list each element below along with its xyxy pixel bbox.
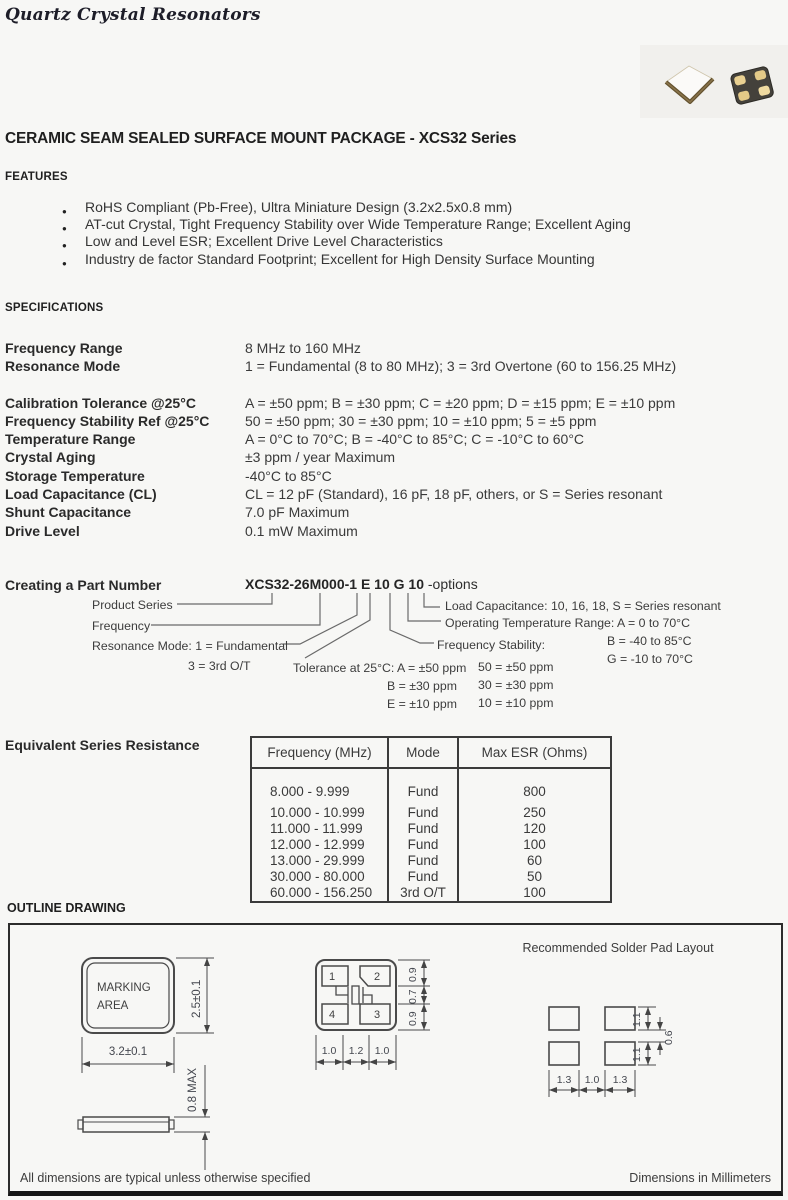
esr-cell: Fund	[388, 768, 458, 805]
esr-col-frequency: Frequency (MHz)	[251, 737, 388, 768]
esr-cell: 10.000 - 10.999	[251, 805, 388, 821]
esr-cell: Fund	[388, 869, 458, 885]
spec-value: 50 = ±50 ppm; 30 = ±30 ppm; 10 = ±10 ppm; 5 = ±5 ppm	[245, 412, 597, 429]
esr-cell: 60	[526, 853, 543, 868]
esr-table	[250, 736, 612, 903]
spec-value: 8 MHz to 160 MHz	[245, 340, 361, 356]
callout-frequency: Frequency	[92, 619, 151, 633]
marking-area-label-1: MARKING	[97, 982, 151, 994]
pad-3-label: 3	[373, 1009, 381, 1021]
pad-2-label: 2	[373, 971, 381, 983]
table-row	[251, 853, 611, 869]
spec-row	[5, 394, 676, 412]
callout-resonance-mode-2: 3 = 3rd O/T	[188, 659, 251, 673]
package-top-view	[82, 958, 174, 1033]
esr-cell: Fund	[388, 821, 458, 837]
feature-item	[60, 216, 631, 233]
spec-value: ±3 ppm / year Maximum	[245, 449, 396, 466]
feature-text: RoHS Compliant (Pb-Free), Ultra Miniature Design (3.2x2.5x0.8 mm)	[85, 199, 513, 215]
callout-tolerance: Tolerance at 25°C: A = ±50 ppm	[293, 661, 467, 675]
spec-label: Storage Temperature	[5, 467, 145, 484]
dim-width: 3.2±0.1	[108, 1046, 148, 1058]
dim-pad-bottom-3: 1.0	[374, 1045, 390, 1057]
spec-label: Calibration Tolerance @25°C	[5, 394, 196, 411]
esr-cell: 60.000 - 156.250	[251, 885, 388, 902]
callout-operating-temp-g: G = -10 to 70°C	[607, 652, 693, 666]
dim-solder-bottom-2: 1.0	[584, 1074, 600, 1086]
spec-row	[5, 430, 676, 448]
table-row	[251, 869, 611, 885]
feature-item	[60, 251, 631, 268]
dim-solder-right-2: 0.6	[663, 1030, 675, 1045]
esr-cell: 120	[523, 821, 546, 836]
esr-cell: 50	[526, 869, 543, 884]
esr-cell: 250	[523, 805, 546, 820]
solder-pad-title: Recommended Solder Pad Layout	[522, 941, 714, 955]
bullet-icon: ●	[62, 224, 67, 234]
spec-value: A = ±50 ppm; B = ±30 ppm; C = ±20 ppm; D = ±15 ppm; E = ±10 ppm	[245, 394, 676, 411]
specifications-table	[5, 339, 676, 540]
callout-load-capacitance: Load Capacitance: 10, 16, 18, S = Series resonant	[445, 599, 721, 613]
esr-col-maxesr: Max ESR (Ohms)	[458, 737, 611, 768]
dim-solder-bottom-1: 1.3	[556, 1074, 572, 1086]
feature-text: Low and Level ESR; Excellent Drive Level Characteristics	[85, 233, 443, 250]
outline-heading: OUTLINE DRAWING	[7, 901, 126, 915]
callout-operating-temp: Operating Temperature Range: A = 0 to 70°C	[445, 616, 690, 630]
package-side-view	[78, 1117, 174, 1132]
callout-tolerance-b: B = ±30 ppm	[387, 679, 457, 693]
spec-label: Shunt Capacitance	[5, 504, 132, 521]
solder-pads	[549, 1007, 635, 1065]
spec-row	[5, 467, 676, 485]
spec-value: 0.1 mW Maximum	[245, 522, 358, 539]
esr-cell: 30.000 - 80.000	[251, 869, 388, 885]
spec-label: Frequency Range	[5, 340, 123, 356]
feature-text: Industry de factor Standard Footprint; Excellent for High Density Surface Mounting	[85, 250, 595, 267]
dim-pad-right-2: 0.7	[407, 989, 419, 1004]
part-number-suffix: -options	[427, 576, 478, 592]
esr-cell: 12.000 - 12.999	[251, 837, 388, 853]
part-number-value: XCS32-26M000-1 E 10 G 10	[245, 576, 424, 592]
table-row	[251, 837, 611, 853]
spec-row	[5, 339, 676, 357]
spec-label: Load Capacitance (CL)	[5, 486, 157, 503]
features-list	[60, 199, 631, 268]
spec-row	[5, 412, 676, 430]
part-number-heading: Creating a Part Number	[5, 577, 162, 593]
esr-cell: 100	[523, 885, 546, 900]
dim-solder-right-1: 1.1	[631, 1012, 643, 1027]
esr-header-row	[251, 737, 611, 768]
callout-stability-30: 30 = ±30 ppm	[478, 678, 554, 692]
page-title: CERAMIC SEAM SEALED SURFACE MOUNT PACKAGE - XCS32 Series	[5, 130, 517, 147]
feature-item	[60, 199, 631, 216]
callout-stability-10: 10 = ±10 ppm	[478, 696, 554, 710]
specifications-heading: SPECIFICATIONS	[5, 302, 104, 314]
brand-title: Quartz Crystal Resonators	[5, 5, 261, 25]
outline-drawing	[10, 925, 777, 1184]
table-row	[251, 885, 611, 902]
bullet-icon: ●	[62, 207, 67, 216]
dimensions-note: All dimensions are typical unless otherwise specified	[20, 1171, 311, 1185]
spec-row	[5, 503, 676, 521]
table-row	[251, 805, 611, 821]
esr-cell: 8.000 - 9.999	[251, 768, 388, 805]
spec-label: Crystal Aging	[5, 449, 96, 466]
dim-pad-right-1: 0.9	[407, 967, 419, 982]
dim-solder-bottom-3: 1.3	[612, 1074, 628, 1086]
spec-label: Temperature Range	[5, 431, 136, 448]
callout-resonance-mode: Resonance Mode: 1 = Fundamental	[92, 639, 288, 653]
units-note: Dimensions in Millimeters	[629, 1171, 771, 1185]
spec-label: Drive Level	[5, 522, 80, 539]
callout-operating-temp-b: B = -40 to 85°C	[607, 634, 692, 648]
spec-value: CL = 12 pF (Standard), 16 pF, 18 pF, others, or S = Series resonant	[245, 486, 663, 503]
pad-1-label: 1	[328, 971, 336, 983]
esr-cell: Fund	[388, 805, 458, 821]
table-row	[251, 821, 611, 837]
spec-row	[5, 522, 676, 540]
feature-text: AT-cut Crystal, Tight Frequency Stability over Wide Temperature Range; Excellent Aging	[85, 216, 631, 233]
callout-frequency-stability: Frequency Stability:	[437, 638, 545, 652]
spec-value: A = 0°C to 70°C; B = -40°C to 85°C; C = -10°C to 60°C	[245, 431, 585, 448]
dim-height: 2.5±0.1	[191, 979, 203, 1018]
dim-thickness: 0.8 MAX	[187, 1067, 199, 1112]
spec-value: 1 = Fundamental (8 to 80 MHz); 3 = 3rd Overtone (60 to 156.25 MHz)	[245, 358, 677, 375]
pad-4-label: 4	[328, 1009, 336, 1021]
esr-cell: 3rd O/T	[388, 885, 458, 902]
spec-label: Frequency Stability Ref @25°C	[5, 412, 210, 429]
features-heading: FEATURES	[5, 171, 68, 183]
esr-cell: 13.000 - 29.999	[251, 853, 388, 869]
esr-cell: Fund	[388, 853, 458, 869]
table-row	[251, 768, 611, 805]
callout-product-series: Product Series	[92, 598, 173, 612]
spec-row	[5, 448, 676, 466]
spec-label: Resonance Mode	[5, 358, 121, 375]
esr-cell: 800	[523, 784, 546, 799]
bullet-icon: ●	[62, 241, 67, 251]
esr-cell: Fund	[388, 837, 458, 853]
crystal-photo	[640, 45, 788, 118]
esr-cell: 100	[523, 837, 546, 852]
dim-pad-bottom-1: 1.0	[321, 1045, 337, 1057]
crystal-symbol	[336, 986, 372, 1004]
spec-value: 7.0 pF Maximum	[245, 504, 350, 521]
dim-pad-bottom-2: 1.2	[348, 1045, 364, 1057]
spec-row	[5, 357, 676, 375]
outline-drawing-box	[8, 923, 783, 1196]
bullet-icon: ●	[62, 258, 67, 268]
esr-col-mode: Mode	[388, 737, 458, 768]
callout-stability-50: 50 = ±50 ppm	[478, 660, 554, 674]
marking-area-label-2: AREA	[97, 1000, 129, 1012]
spec-row	[5, 485, 676, 503]
spec-value: -40°C to 85°C	[245, 467, 332, 484]
esr-cell: 11.000 - 11.999	[251, 821, 388, 837]
dim-pad-right-3: 0.9	[407, 1011, 419, 1026]
dim-solder-right-3: 1.1	[631, 1047, 643, 1062]
callout-tolerance-e: E = ±10 ppm	[387, 697, 457, 711]
esr-heading: Equivalent Series Resistance	[5, 737, 200, 753]
feature-item	[60, 233, 631, 250]
